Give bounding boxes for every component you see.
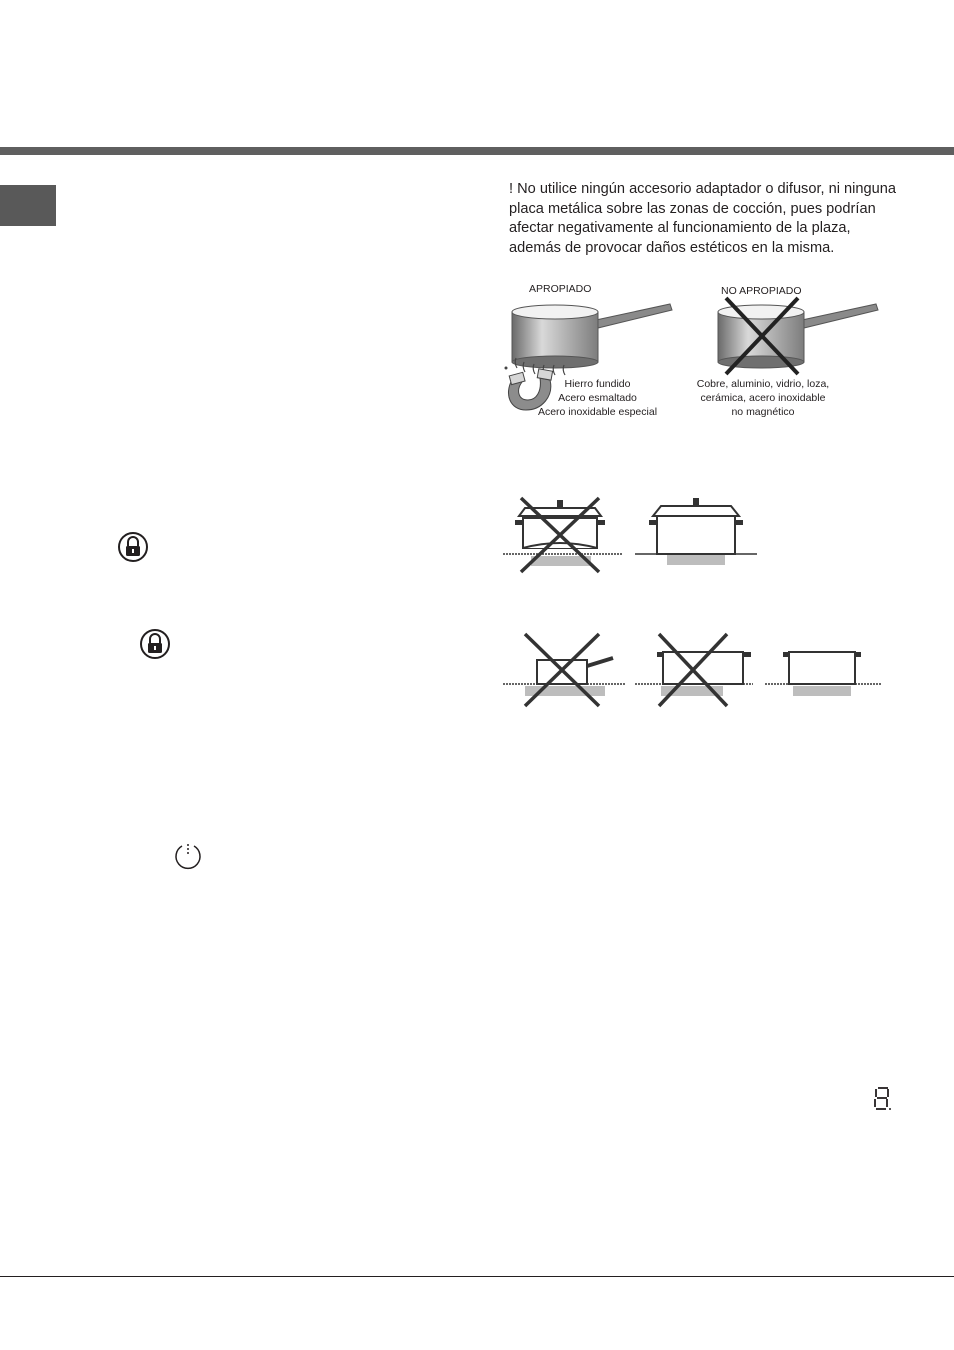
suitable-caption-line: Acero inoxidable especial: [537, 406, 658, 418]
power-icon: [173, 841, 203, 871]
unsuitable-label: NO APROPIADO: [721, 285, 802, 297]
suitable-caption: [530, 377, 665, 419]
language-tab: [0, 185, 56, 226]
unsuitable-caption-line: cerámica, acero inoxidable: [700, 392, 826, 404]
unsuitable-caption-line: no magnético: [731, 406, 795, 418]
pot-size-illustration: [503, 630, 883, 710]
unsuitable-caption-line: Cobre, aluminio, vidrio, loza,: [696, 378, 830, 390]
suitable-label: APROPIADO: [529, 283, 592, 295]
unsuitable-pan-illustration: [712, 296, 892, 376]
warning-paragraph: ! No utilice ningún accesorio adaptador o difusor, ni ninguna placa metálica sobre las zonas de cocción, pues podrían afectar negativamente al funcionamiento de la plaza, además de provocar daños estéticos en la misma.: [509, 181, 896, 256]
padlock-icon: [117, 531, 149, 563]
seven-segment-digit-icon: [873, 1086, 893, 1112]
footer-rule: [0, 1276, 954, 1277]
pot-base-illustration: [503, 494, 763, 576]
unsuitable-caption: [688, 377, 838, 419]
suitable-caption-line: Hierro fundido: [564, 378, 631, 390]
header-rule: [0, 147, 954, 155]
padlock-icon: [139, 628, 171, 660]
suitable-caption-line: Acero esmaltado: [558, 392, 637, 404]
